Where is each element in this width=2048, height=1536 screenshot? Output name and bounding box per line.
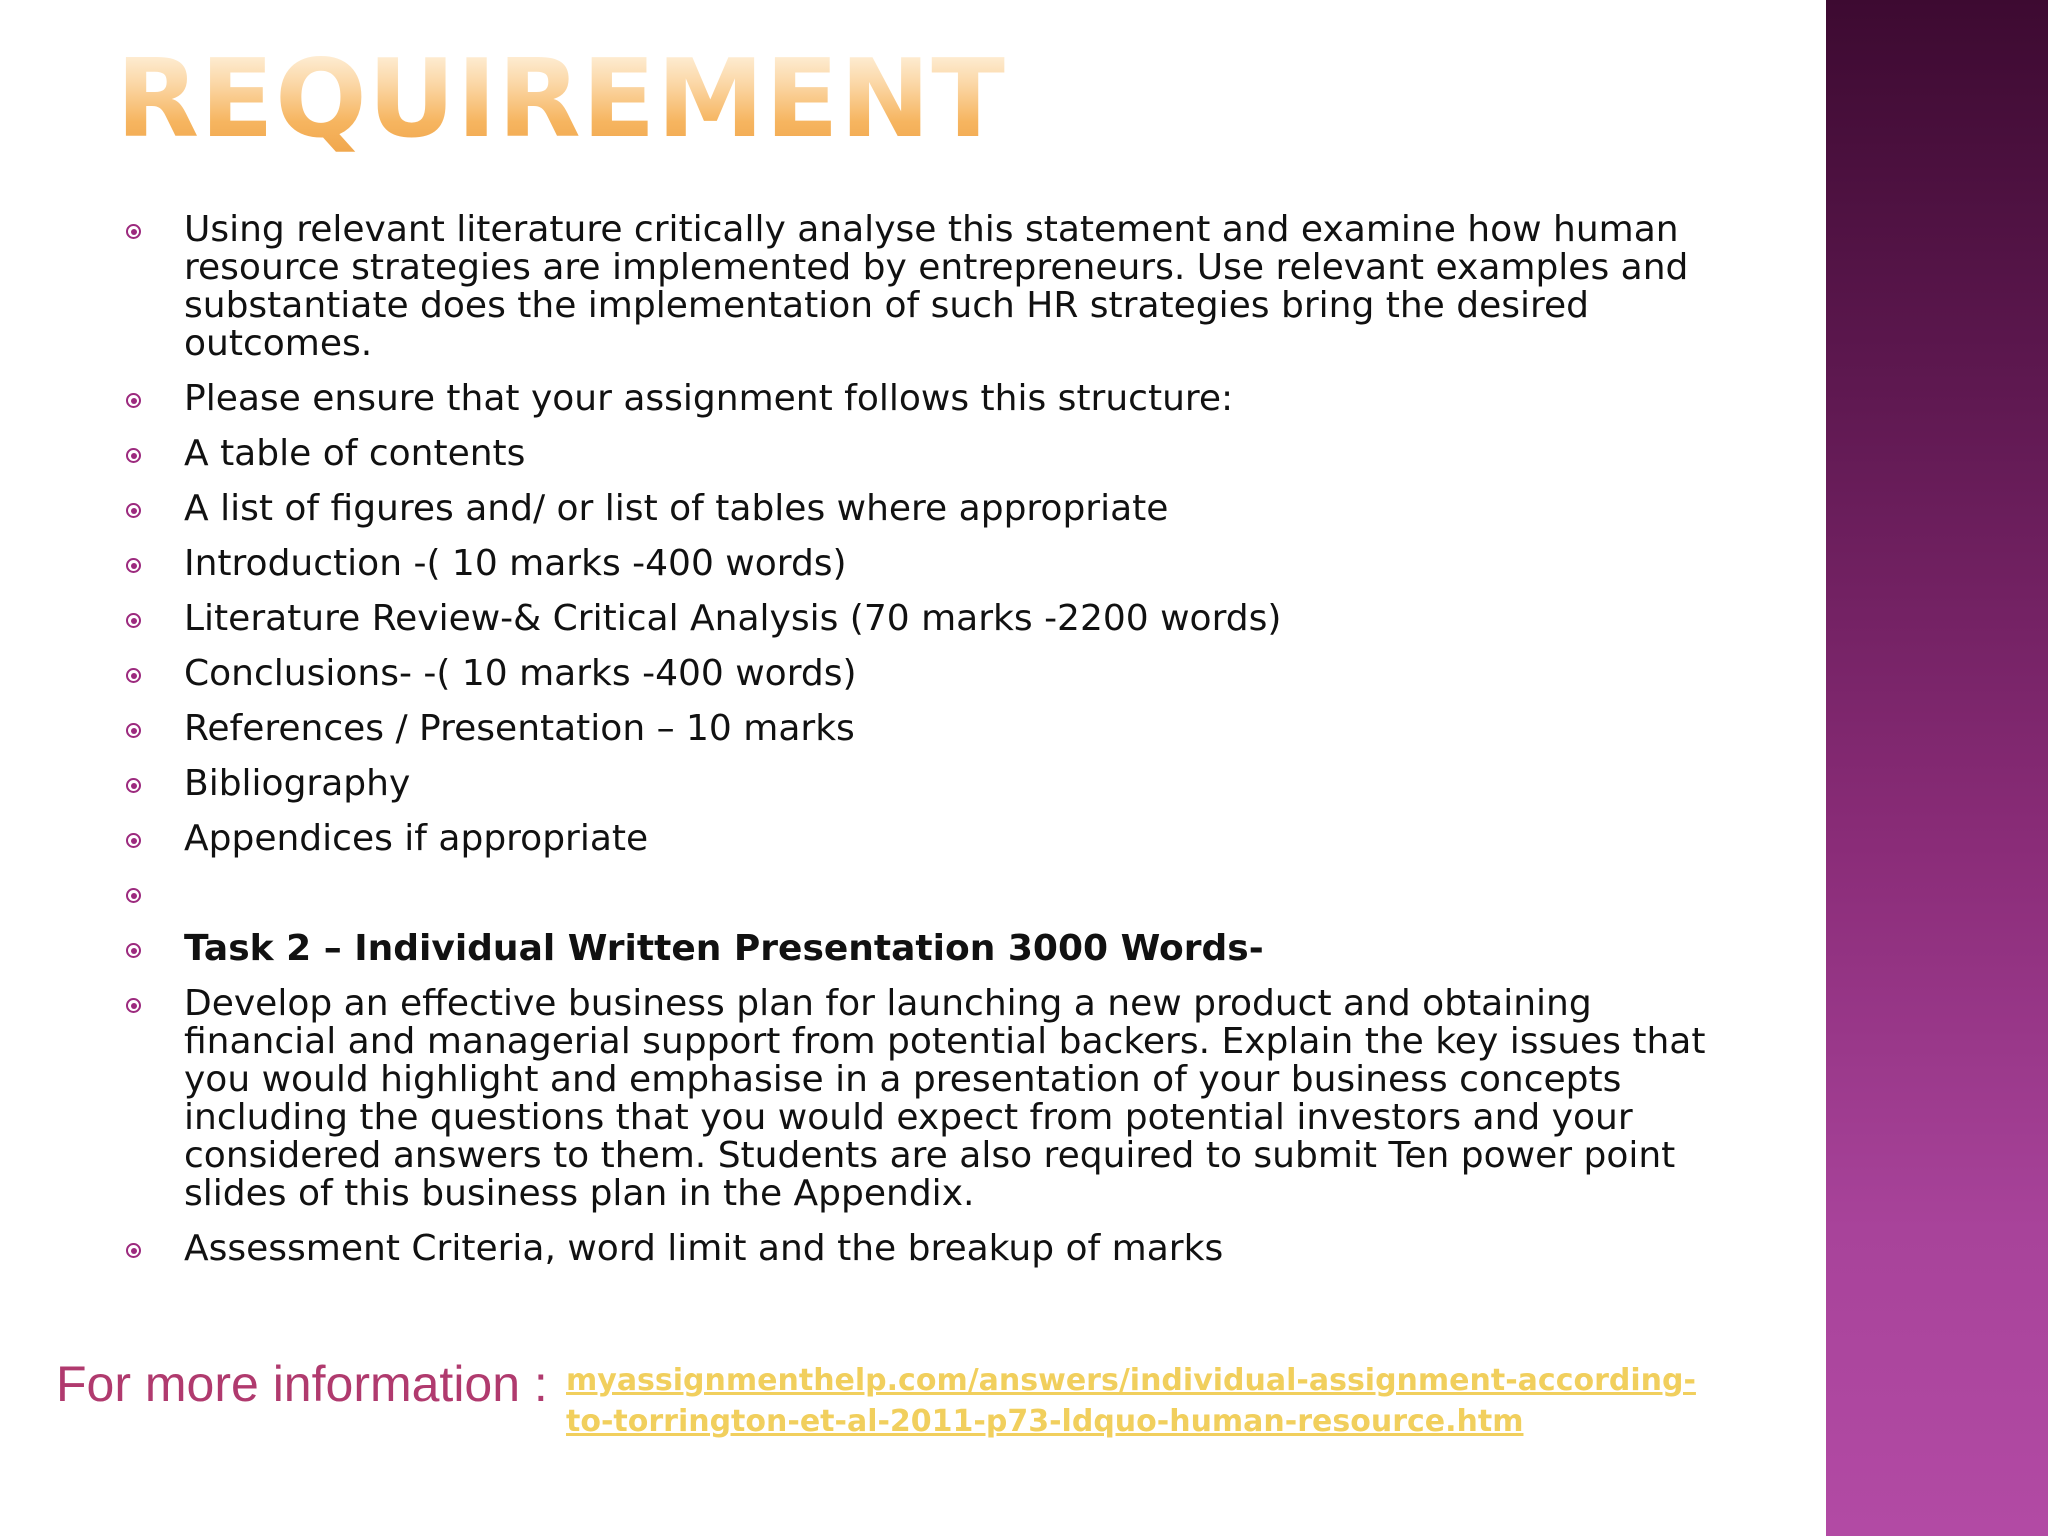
list-item bbox=[124, 765, 1724, 803]
list-item bbox=[124, 820, 1724, 858]
bullet-marker-icon bbox=[124, 380, 184, 418]
bullet-marker-icon bbox=[124, 600, 184, 638]
bullet-list bbox=[124, 211, 1724, 1285]
footer-label: For more information : bbox=[56, 1356, 548, 1412]
more-info-link[interactable]: myassignmenthelp.com/answers/individual-assignment-according-to-torrington-et-al-2011-p73-ldquo-human-resource.htm bbox=[566, 1363, 1696, 1439]
list-item-task-heading bbox=[124, 930, 1724, 968]
bullet-text: Bibliography bbox=[184, 763, 411, 804]
list-item bbox=[124, 380, 1724, 418]
list-item bbox=[124, 211, 1724, 363]
bullet-text: Literature Review-& Critical Analysis (70 marks -2200 words) bbox=[184, 598, 1282, 639]
task-heading-text: Task 2 – Individual Written Presentation 3000 Words- bbox=[184, 928, 1264, 969]
bullet-text bbox=[184, 875, 1724, 913]
list-item bbox=[124, 435, 1724, 473]
bullet-text: Please ensure that your assignment follows this structure: bbox=[184, 378, 1234, 419]
bullet-text: Conclusions- -( 10 marks -400 words) bbox=[184, 653, 857, 694]
decorative-side-band bbox=[1826, 0, 2048, 1536]
bullet-text: Introduction -( 10 marks -400 words) bbox=[184, 543, 847, 584]
bullet-marker-icon bbox=[124, 1230, 184, 1268]
bullet-text: Assessment Criteria, word limit and the breakup of marks bbox=[184, 1228, 1224, 1269]
bullet-text: Appendices if appropriate bbox=[184, 818, 649, 859]
bullet-marker-icon bbox=[124, 985, 184, 1023]
bullet-text: References / Presentation – 10 marks bbox=[184, 708, 855, 749]
bullet-marker-icon bbox=[124, 875, 184, 913]
slide-title: REQUIREMENT bbox=[116, 37, 1006, 162]
bullet-text: Develop an effective business plan for launching a new product and obtaining financial and managerial support from potential backers. Explain the key issues that you would highlight and emphasise in a presentation of your business concepts including the questions that you would expect from potential investors and your considered answers to them. Students are also required to submit Ten power point slides of this business plan in the Appendix. bbox=[184, 983, 1706, 1214]
list-item bbox=[124, 985, 1724, 1213]
list-item bbox=[124, 545, 1724, 583]
bullet-text: A list of figures and/ or list of tables where appropriate bbox=[184, 488, 1169, 529]
bullet-marker-icon bbox=[124, 655, 184, 693]
list-item bbox=[124, 1230, 1724, 1268]
list-item bbox=[124, 655, 1724, 693]
bullet-text: A table of contents bbox=[184, 433, 526, 474]
bullet-marker-icon bbox=[124, 545, 184, 583]
bullet-marker-icon bbox=[124, 820, 184, 858]
bullet-marker-icon bbox=[124, 490, 184, 528]
bullet-marker-icon bbox=[124, 710, 184, 748]
list-item bbox=[124, 600, 1724, 638]
bullet-marker-icon bbox=[124, 211, 184, 249]
list-item bbox=[124, 710, 1724, 748]
list-item bbox=[124, 490, 1724, 528]
bullet-text: Using relevant literature critically analyse this statement and examine how human resource strategies are implemented by entrepreneurs. Use relevant examples and substantiate does the implementation of such HR strategies bring the desired outcomes. bbox=[184, 209, 1689, 364]
bullet-marker-icon bbox=[124, 930, 184, 968]
bullet-marker-icon bbox=[124, 435, 184, 473]
list-item-empty bbox=[124, 875, 1724, 913]
bullet-marker-icon bbox=[124, 765, 184, 803]
